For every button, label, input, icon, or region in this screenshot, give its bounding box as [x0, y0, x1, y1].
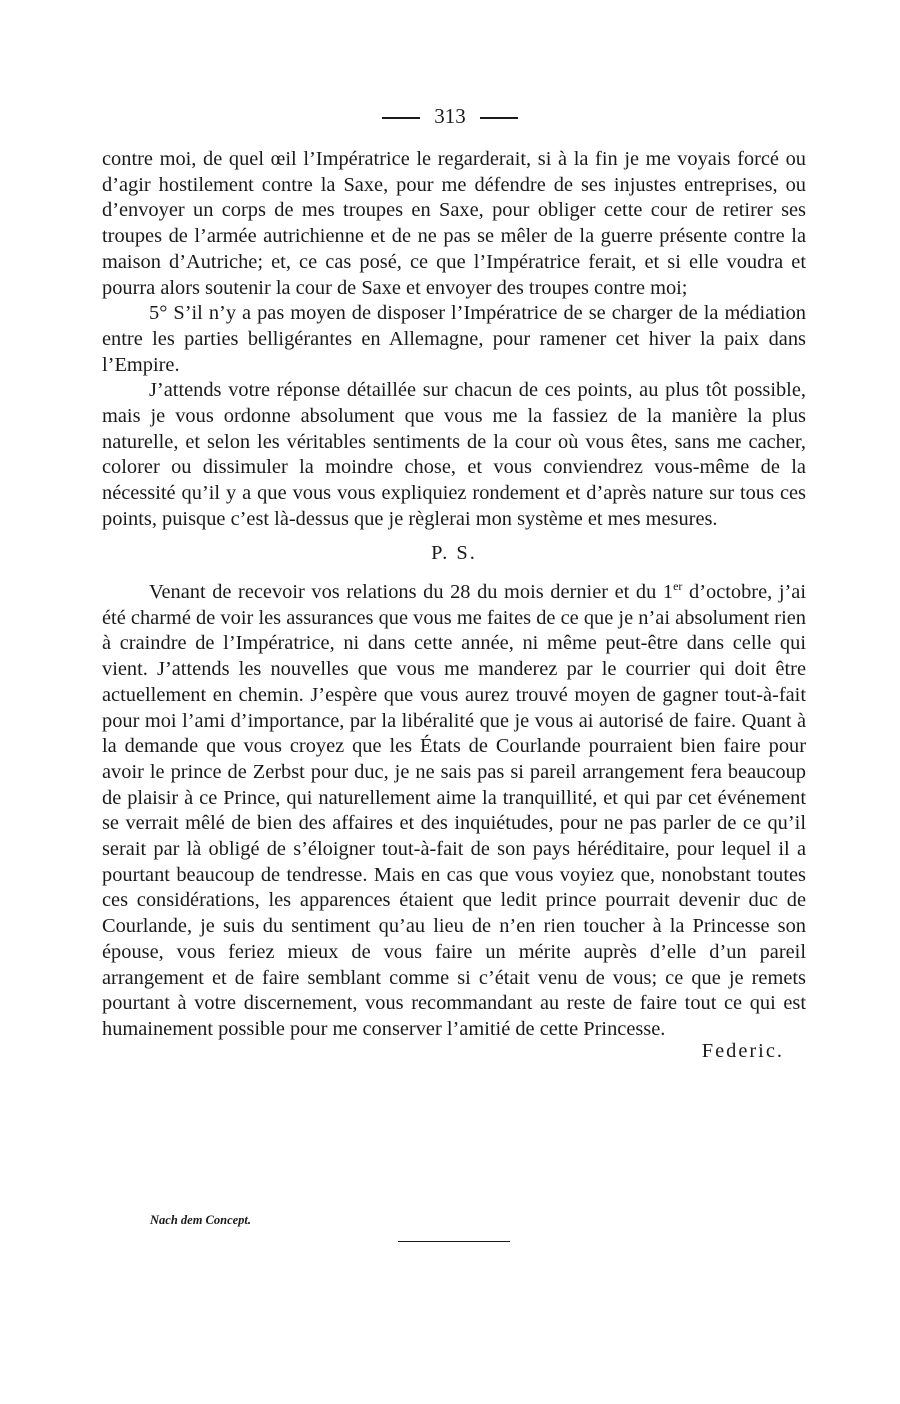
page-header: [0, 101, 900, 131]
source-note: Nach dem Concept.: [150, 1213, 252, 1227]
letter-paragraph-closing: J’attends votre réponse détaillée sur chacun de ces points, au plus tôt possible, mais je vous ordonne absolument que vous me la fassiez de la manière la plus naturelle, et selon les véritables sentiments de la cour où vous êtes, sans me cacher, colorer ou dissimuler la moindre chose, et vous conviendrez vous-même de la nécessité qu’il y a que vous vous expliquiez rondement et d’après nature sur tous ces points, puisque c’est là-dessus que je règlerai mon système et mes mesures.: [102, 379, 806, 530]
end-rule: [398, 1241, 510, 1242]
postscript-text-start: Venant de recevoir vos relations du 28 du mois dernier et du 1: [149, 581, 674, 604]
letter-paragraph-point-5: 5° S’il n’y a pas moyen de disposer l’Impératrice de se charger de la médiation entre les parties belligérantes en Allemagne, pour ramener cet hiver la paix dans l’Empire.: [102, 302, 806, 376]
header-dash-left: [382, 117, 420, 118]
postscript-text-rest: d’octobre, j’ai été charmé de voir les assurances que vous me faites de ce que je n’ai absolument rien à craindre de l’Impératrice, ni dans cette année, ni même peut-être dans celle qui vient. J’attends les nouvelles que vous me manderez par le courrier qui doit être actuellement en chemin. J’espère que vous aurez trouvé moyen de gagner tout-à-fait pour moi l’ami d’importance, par la libéralité que je vous ai autorisé de faire. Quant à la demande que vous croyez que les États de Courlande pourraient bien faire pour avoir le prince de Zerbst pour duc, je ne sais pas si pareil arrangement fera beaucoup de plaisir à ce Prince, qui naturellement aime la tranquillité, et qui par cet événement se verrait mêlé de bien des affaires et des inquiétudes, pour ne pas parler de ce qu’il serait par là obligé de s’éloigner tout-à-fait de son pays héréditaire, pour lequel il a pourtant beaucoup de tendresse. Mais en cas que vous voyiez que, nonobstant toutes ces considérations, les apparences étaient que ledit prince pourrait devenir duc de Courlande, je suis du sentiment qu’au lieu de n’en rien toucher à la Princesse son épouse, vous feriez mieux de vous faire un mérite auprès d’elle d’un pareil arrangement et de faire semblant comme si c’était venu de vous; ce que je remets pourtant à votre discernement, vous recommandant au reste de faire tout ce qui est humainement possible pour me conserver l’amitié de cette Princesse.: [102, 581, 807, 1040]
letter-body: [102, 147, 806, 1064]
postscript-heading: P. S.: [431, 541, 477, 564]
postscript-superscript: er: [673, 579, 683, 594]
page-number: 313: [434, 104, 466, 128]
header-dash-right: [480, 117, 518, 118]
postscript-paragraph: [102, 574, 806, 1042]
signature: Federic.: [701, 1039, 784, 1062]
letter-paragraph-continuation: contre moi, de quel œil l’Impératrice le regarderait, si à la fin je me voyais forcé ou d’agir hostilement contre la Saxe, pour me défendre de ses injustes entreprises, ou d’envoyer un corps de mes troupes en Saxe, pour obliger cette cour de retirer ses troupes de l’armée autrichienne et de ne pas se mêler de la guerre présente contre la maison d’Autriche; et, ce cas posé, ce que l’Impératrice ferait, et si elle voudra et pourra alors soutenir la cour de Saxe et envoyer des troupes contre moi;: [102, 148, 806, 299]
